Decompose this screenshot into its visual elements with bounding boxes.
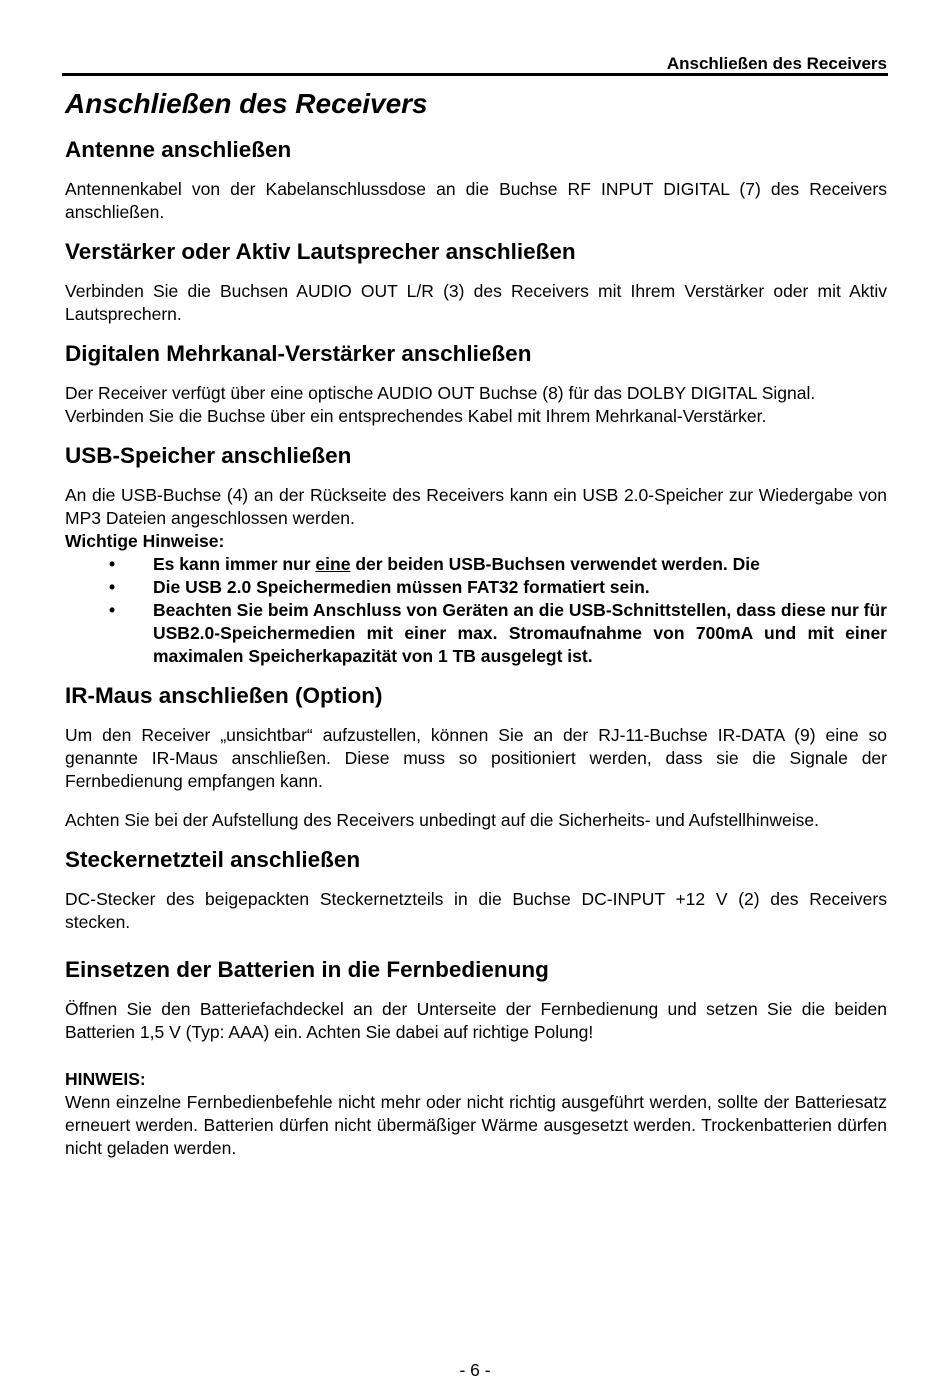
section-digital <box>65 340 887 428</box>
text-usb: An die USB-Buchse (4) an der Rückseite des Receivers kann ein USB 2.0-Speicher zur Wiedergabe von MP3 Dateien angeschlossen werden. <box>65 485 887 528</box>
text-digital-2: Verbinden Sie die Buchse über ein entsprechendes Kabel mit Ihrem Mehrkanal-Verstärker. <box>65 406 767 426</box>
hint-label: HINWEIS: <box>65 1069 146 1089</box>
section-verstaerker <box>65 238 887 326</box>
note1-before: Es kann immer nur <box>153 554 316 574</box>
heading-batterien: Einsetzen der Batterien in die Fernbedienung <box>65 957 549 982</box>
text-irmaus-2: Achten Sie bei der Aufstellung des Receivers unbedingt auf die Sicherheits- und Aufstellhinweise. <box>65 810 819 830</box>
list-item <box>65 576 887 599</box>
heading-antenne: Antenne anschließen <box>65 137 292 162</box>
section-netzteil <box>65 846 887 934</box>
usb-notes-label: Wichtige Hinweise: <box>65 531 225 551</box>
header-rule <box>62 73 888 76</box>
list-item <box>65 553 887 576</box>
note1-underlined: eine <box>315 554 351 574</box>
page-number: - 6 - <box>459 1360 491 1380</box>
page-title: Anschließen des Receivers <box>65 88 428 119</box>
list-item <box>65 599 887 668</box>
heading-irmaus: IR-Maus anschließen (Option) <box>65 683 383 708</box>
text-batterien: Öffnen Sie den Batteriefachdeckel an der Unterseite der Fernbedienung und setzen Sie die beiden Batterien 1,5 V (Typ: AAA) ein. Achten Sie dabei auf richtige Polung! <box>65 999 887 1042</box>
bullet-icon: • <box>109 554 116 574</box>
hint-text: Wenn einzelne Fernbedienbefehle nicht mehr oder nicht richtig ausgeführt werden, sollte der Batteriesatz erneuert werden. Batterien dürfen nicht übermäßiger Wärme ausgesetzt werden. Trockenbatterien dürfen nicht geladen werden. <box>65 1092 887 1158</box>
text-verstaerker: Verbinden Sie die Buchsen AUDIO OUT L/R (3) des Receivers mit Ihrem Verstärker oder mit Aktiv Lautsprechern. <box>65 281 887 324</box>
bullet-icon: • <box>109 577 116 597</box>
note2-text: Die USB 2.0 Speichermedien müssen FAT32 formatiert sein. <box>153 577 650 597</box>
heading-usb: USB-Speicher anschließen <box>65 443 352 468</box>
note3-text: Beachten Sie beim Anschluss von Geräten an die USB-Schnittstellen, dass diese nur für USB2.0-Speichermedien mit einer max. Stromaufnahme von 700mA und mit einer maximalen Speicherkapazität von 1 TB ausgelegt ist. <box>153 600 887 666</box>
section-antenne <box>65 136 887 224</box>
section-irmaus <box>65 682 887 832</box>
bullet-icon: • <box>109 600 116 620</box>
heading-verstaerker: Verstärker oder Aktiv Lautsprecher anschließen <box>65 239 576 264</box>
heading-digital: Digitalen Mehrkanal-Verstärker anschließen <box>65 341 532 366</box>
text-digital-1: Der Receiver verfügt über eine optische AUDIO OUT Buchse (8) für das DOLBY DIGITAL Signal. <box>65 383 816 403</box>
section-batterien <box>65 956 887 1160</box>
section-usb <box>65 442 887 668</box>
note1-after: der beiden USB-Buchsen verwendet werden. Die <box>350 554 760 574</box>
page-content <box>65 84 887 1174</box>
text-irmaus-1: Um den Receiver „unsichtbar“ aufzustellen, können Sie an der RJ-11-Buchse IR-DATA (9) eine so genannte IR-Maus anschließen. Diese muss so positioniert werden, dass sie die Signale der Fernbedienung empfangen kann. <box>65 725 887 791</box>
text-antenne: Antennenkabel von der Kabelanschlussdose an die Buchse RF INPUT DIGITAL (7) des Receivers anschließen. <box>65 179 887 222</box>
running-header: Anschließen des Receivers <box>666 54 887 73</box>
text-netzteil: DC-Stecker des beigepackten Steckernetzteils in die Buchse DC-INPUT +12 V (2) des Receivers stecken. <box>65 889 887 932</box>
usb-notes-list <box>65 553 887 668</box>
heading-netzteil: Steckernetzteil anschließen <box>65 847 361 872</box>
